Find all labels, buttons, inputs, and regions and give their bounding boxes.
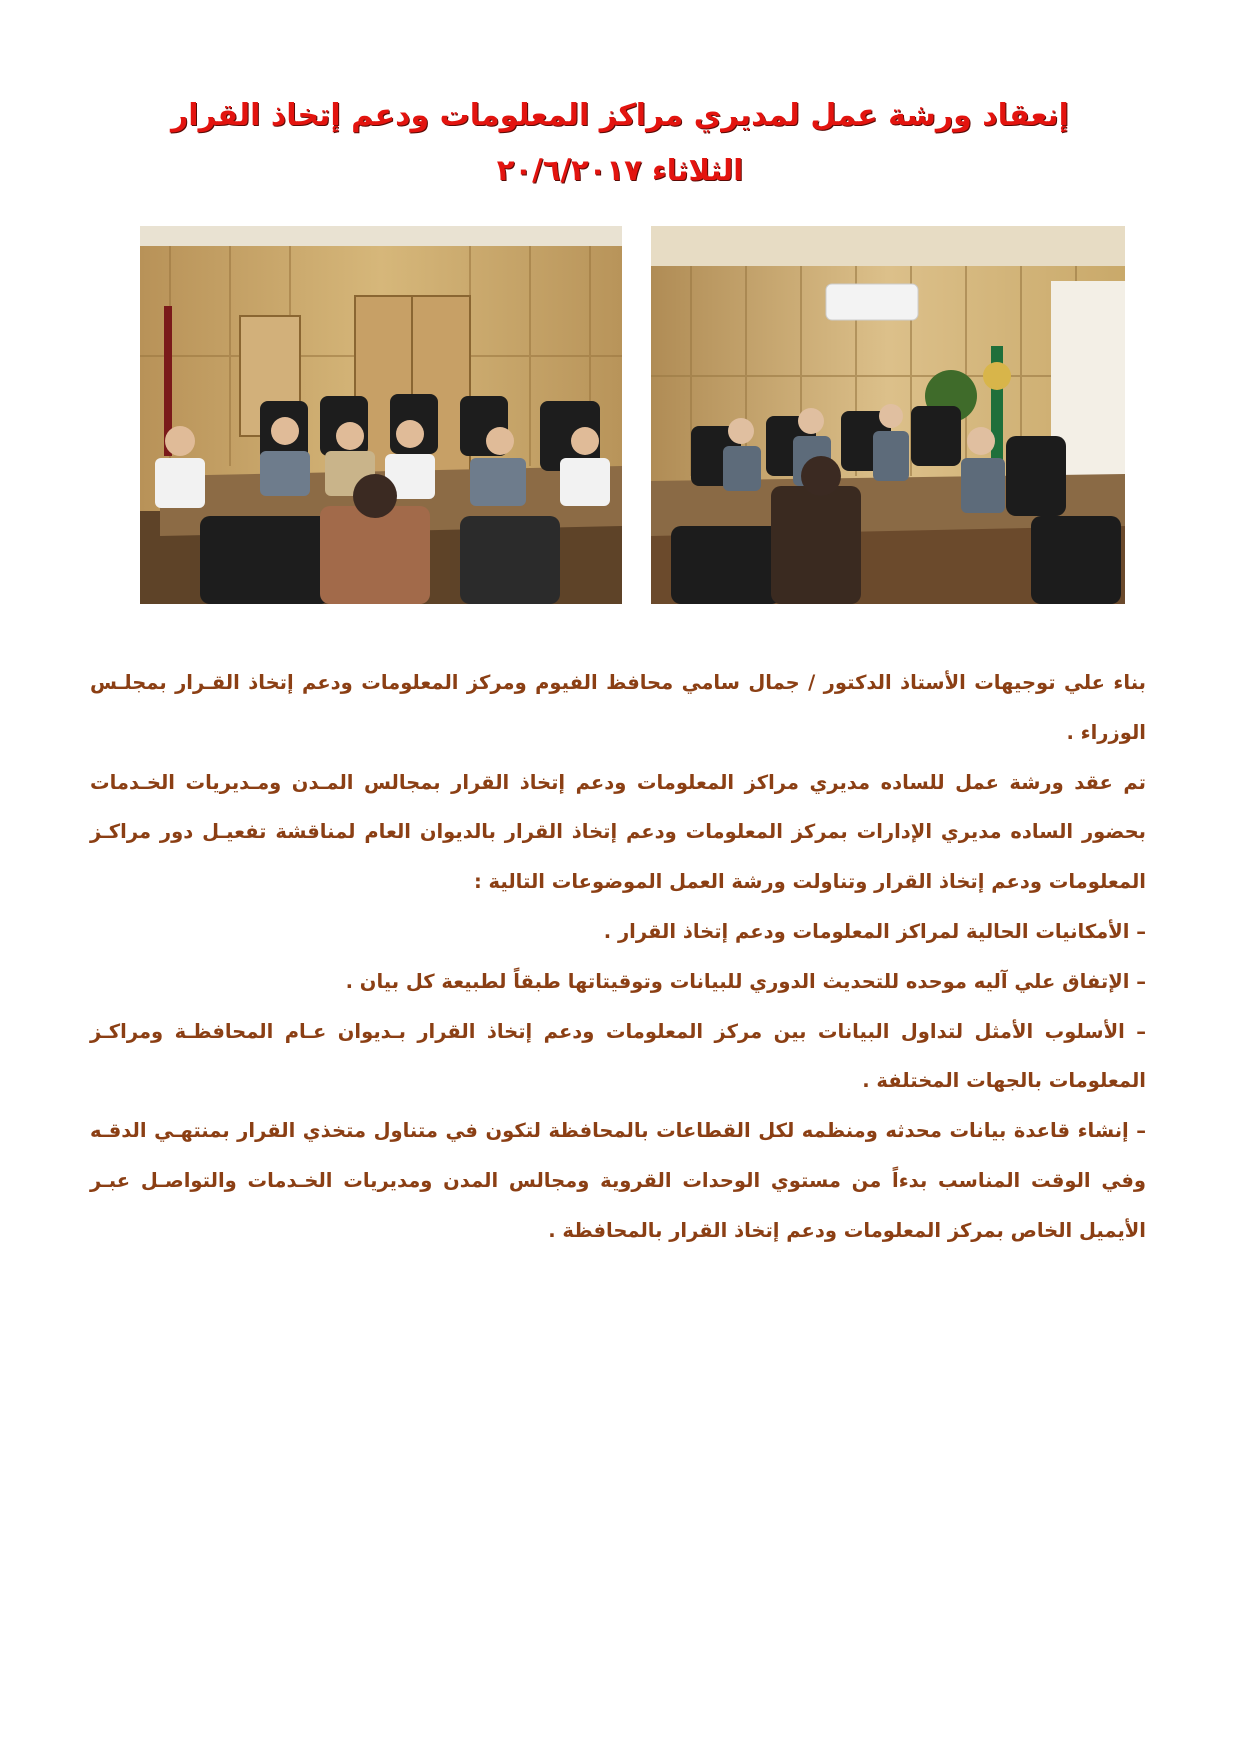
paragraph-workshop: تم عقد ورشة عمل للساده مديري مراكز المعلومات ودعم إتخاذ القرار بمجالس المـدن ومـديريات الخـدمات بحضور الساده مديري الإدارات بمركز المعلومات ودعم إتخاذ القرار بالديوان العام لمناقشة تفعيـل دور مراكـز المعلومات ودعم إتخاذ القرار وتناولت ورشة العمل الموضوعات التالية :	[90, 770, 1146, 894]
meeting-photo-left	[140, 226, 622, 604]
meeting-room-photo-icon	[140, 226, 622, 604]
page-date: الثلاثاء ٢٠/٦/٢٠١٧	[496, 153, 744, 187]
article-body	[90, 658, 1146, 1256]
page-title: إنعقاد ورشة عمل لمديري مراكز المعلومات ودعم إتخاذ القرار	[171, 98, 1069, 133]
list-item-topic-1: – الأمكانيات الحالية لمراكز المعلومات ودعم إتخاذ القرار .	[603, 919, 1146, 943]
list-item-topic-2: – الإتفاق علي آليه موحده للتحديث الدوري للبيانات وتوقيتاتها طبقاً لطبيعة كل بيان .	[345, 969, 1146, 993]
meeting-photo-right	[651, 226, 1125, 604]
list-item-topic-3: – الأسلوب الأمثل لتداول البيانات بين مركز المعلومات ودعم إتخاذ القرار بـديوان عـام المحافظـة ومراكـز المعلومات بالجهات المختلفة .	[90, 1019, 1146, 1093]
list-item-topic-4: – إنشاء قاعدة بيانات محدثه ومنظمه لكل القطاعات بالمحافظة لتكون في متناول متخذي القرار بمنتهـي الدقـه وفي الوقت المناسب بدءاً من مستوي الوحدات القروية ومجالس المدن ومديريات الخـدمات والتواصـل عبـر الأيميل الخاص بمركز المعلومات ودعم إتخاذ القرار بالمحافظة .	[90, 1119, 1146, 1242]
meeting-room-photo-icon	[651, 226, 1125, 604]
paragraph-intro: بناء علي توجيهات الأستاذ الدكتور / جمال سامي محافظ الفيوم ومركز المعلومات ودعم إتخاذ القـرار بمجلـس الوزراء .	[90, 671, 1146, 744]
